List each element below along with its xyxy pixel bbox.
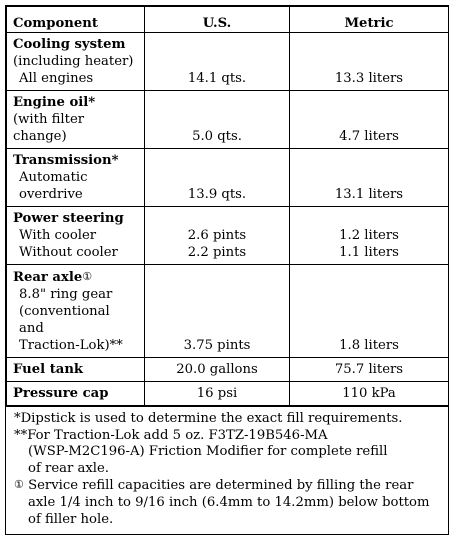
axle-title: Rear axle <box>13 270 83 285</box>
fuel-title: Fuel tank <box>13 362 84 377</box>
fuel-metric: 75.7 liters <box>290 358 449 382</box>
footnotes <box>6 406 448 534</box>
fuel-label <box>7 358 145 382</box>
trans-metric: 13.1 liters <box>290 149 449 207</box>
steer-row2: Without cooler <box>19 245 118 260</box>
steer-label <box>7 207 145 265</box>
steer-us <box>145 207 290 265</box>
footnote-refill-3: of filler hole. <box>28 511 114 527</box>
steer-row1-us: 2.6 pints <box>187 228 247 243</box>
cooling-sub: (including heater) <box>13 54 134 69</box>
trans-label <box>7 149 145 207</box>
cooling-row: All engines <box>19 71 94 86</box>
steer-title: Power steering <box>13 211 124 226</box>
steer-row2-metric: 1.1 liters <box>339 245 399 260</box>
steer-row1: With cooler <box>19 228 97 243</box>
axle-line2: (conventional and <box>19 304 110 336</box>
header-us: U.S. <box>145 7 290 33</box>
steer-row2-us: 2.2 pints <box>187 245 247 260</box>
oil-us: 5.0 qts. <box>145 91 290 149</box>
trans-us: 13.9 qts. <box>145 149 290 207</box>
axle-metric: 1.8 liters <box>290 265 449 358</box>
axle-title-line <box>13 268 138 286</box>
row-engine-oil <box>7 91 449 149</box>
axle-us: 3.75 pints <box>145 265 290 358</box>
capacities-table <box>6 6 449 406</box>
row-transmission <box>7 149 449 207</box>
cap-title: Pressure cap <box>13 386 109 401</box>
trans-line2: overdrive <box>19 187 83 202</box>
cap-metric: 110 kPa <box>290 382 449 406</box>
axle-label <box>7 265 145 358</box>
trans-line1: Automatic <box>19 170 88 185</box>
row-power-steering <box>7 207 449 265</box>
steer-metric <box>290 207 449 265</box>
axle-line1: 8.8" ring gear <box>19 287 113 302</box>
footnote-traction-lok-2: (WSP-M2C196-A) Friction Modifier for complete refill <box>28 444 388 460</box>
footnote-traction-lok-3: of rear axle. <box>28 460 109 476</box>
oil-label <box>7 91 145 149</box>
row-cooling-system <box>7 33 449 91</box>
footnote-refill-mark: ① <box>14 478 24 492</box>
row-rear-axle <box>7 265 449 358</box>
row-pressure-cap <box>7 382 449 406</box>
oil-title: Engine oil* <box>13 95 96 110</box>
header-component: Component <box>7 7 145 33</box>
oil-sub: (with filter change) <box>13 112 85 144</box>
footnote-refill-2: axle 1/4 inch to 9/16 inch (6.4mm to 14.2mm) below bottom <box>28 494 430 510</box>
header-row <box>7 7 449 33</box>
cooling-metric: 13.3 liters <box>290 33 449 91</box>
cap-us: 16 psi <box>145 382 290 406</box>
footnote-dipstick: *Dipstick is used to determine the exact fill requirements. <box>14 411 403 426</box>
footnote-refill-text: Service refill capacities are determined by filling the rear <box>23 478 414 494</box>
fuel-us: 20.0 gallons <box>145 358 290 382</box>
cap-label <box>7 382 145 406</box>
row-fuel-tank <box>7 358 449 382</box>
footnote-traction-lok-1: **For Traction-Lok add 5 oz. F3TZ-19B546-MA <box>14 427 328 443</box>
footnote-refill-1 <box>14 477 442 495</box>
axle-footnote-mark: ① <box>82 270 93 283</box>
cooling-label <box>7 33 145 91</box>
trans-title: Transmission* <box>13 153 119 168</box>
capacities-table-frame <box>5 5 449 535</box>
cooling-title: Cooling system <box>13 37 126 52</box>
cooling-us: 14.1 qts. <box>145 33 290 91</box>
steer-row1-metric: 1.2 liters <box>339 228 399 243</box>
oil-metric: 4.7 liters <box>290 91 449 149</box>
header-metric: Metric <box>290 7 449 33</box>
axle-line3: Traction-Lok)** <box>19 338 123 353</box>
